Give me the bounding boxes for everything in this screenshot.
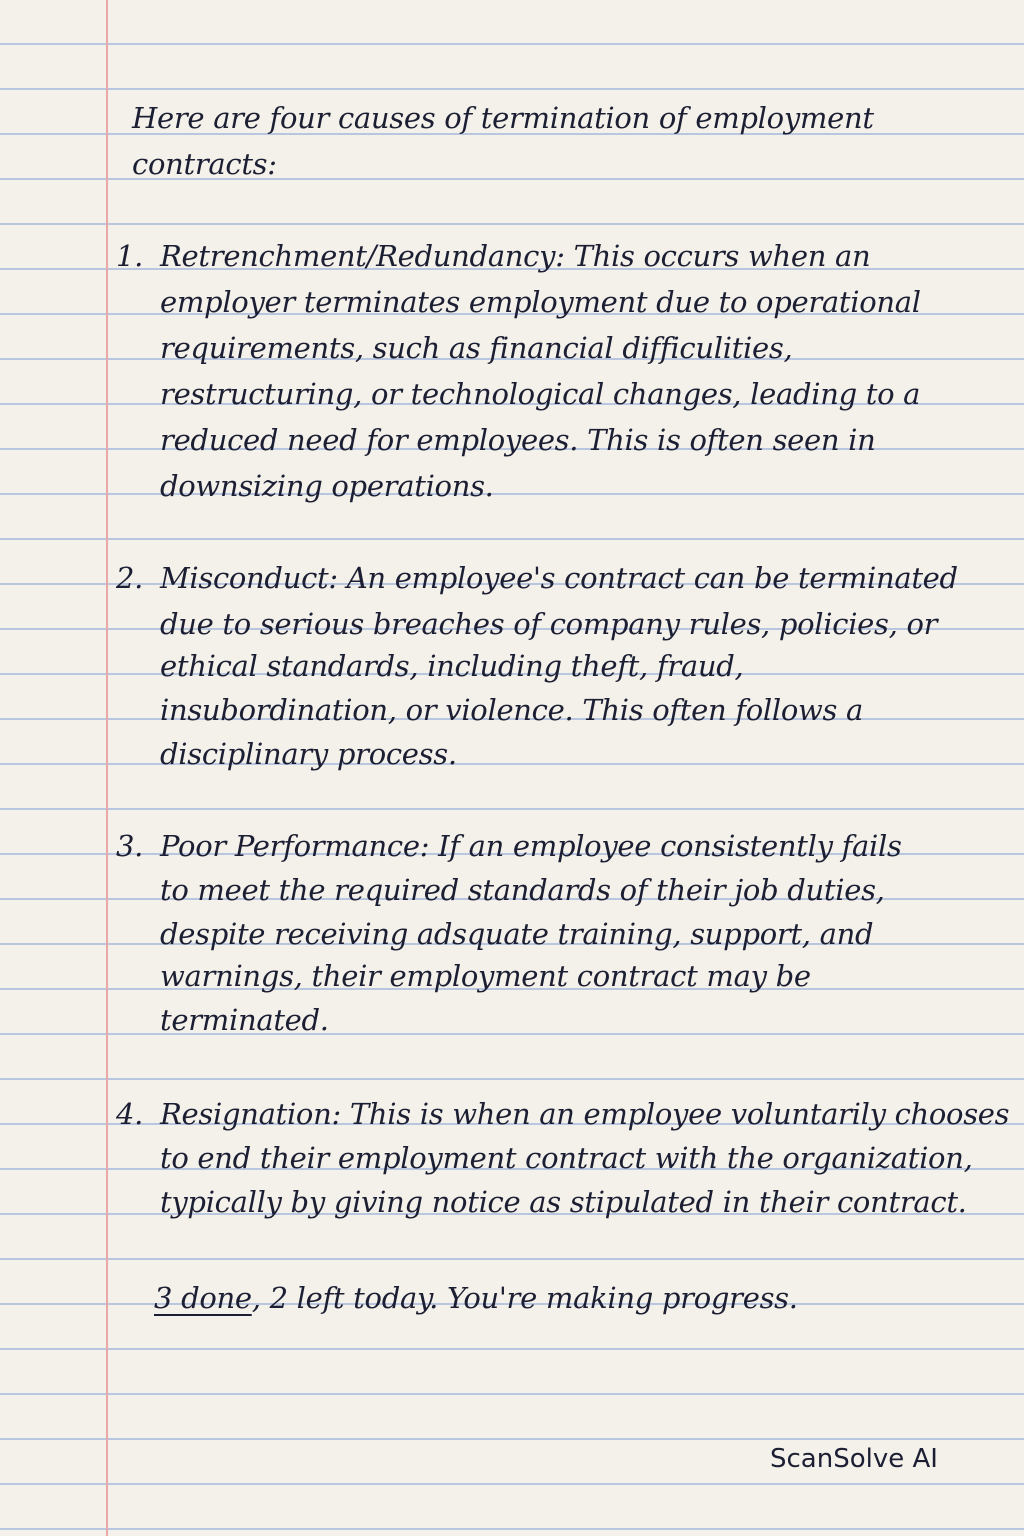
item-2-line-1: Misconduct: An employee's contract can be terminated (160, 561, 958, 595)
item-3-line-1: Poor Performance: If an employee consistently fails (160, 829, 902, 863)
item-3-line-3: despite receiving adsquate training, support, and (160, 917, 874, 951)
item-2-line-2: due to serious breaches of company rules, policies, or (160, 607, 938, 641)
intro-line-1: Here are four causes of termination of employment (132, 101, 874, 135)
item-4-line-3: typically by giving notice as stipulated in their contract. (160, 1185, 967, 1219)
progress-note (154, 1281, 798, 1315)
item-3-line-5: terminated. (160, 1003, 329, 1037)
progress-done: 3 done (154, 1281, 252, 1315)
item-4-line-2: to end their employment contract with the organization, (160, 1141, 973, 1175)
item-2-number: 2. (116, 561, 144, 595)
progress-rest: , 2 left today. You're making progress. (251, 1281, 798, 1315)
item-1-line-6: downsizing operations. (160, 469, 494, 503)
item-3-number: 3. (116, 829, 144, 863)
item-2-line-5: disciplinary process. (160, 737, 457, 771)
item-2-line-4: insubordination, or violence. This often follows a (160, 693, 864, 727)
item-1-line-3: requirements, such as financial difficulities, (160, 331, 793, 365)
item-4-line-1: Resignation: This is when an employee voluntarily chooses (160, 1097, 1010, 1131)
item-3-line-2: to meet the required standards of their job duties, (160, 873, 885, 907)
intro-line-2: contracts: (132, 147, 277, 181)
item-4-number: 4. (116, 1097, 144, 1131)
item-1-line-5: reduced need for employees. This is often seen in (160, 423, 876, 457)
brand-watermark: ScanSolve AI (770, 1444, 938, 1474)
item-1-line-4: restructuring, or technological changes, leading to a (160, 377, 921, 411)
item-2-line-3: ethical standards, including theft, fraud, (160, 649, 744, 683)
item-3-line-4: warnings, their employment contract may be (160, 959, 811, 993)
item-1-line-2: employer terminates employment due to operational (160, 285, 921, 319)
item-1-line-1: Retrenchment/Redundancy: This occurs when an (160, 239, 871, 273)
item-1-number: 1. (116, 239, 144, 273)
